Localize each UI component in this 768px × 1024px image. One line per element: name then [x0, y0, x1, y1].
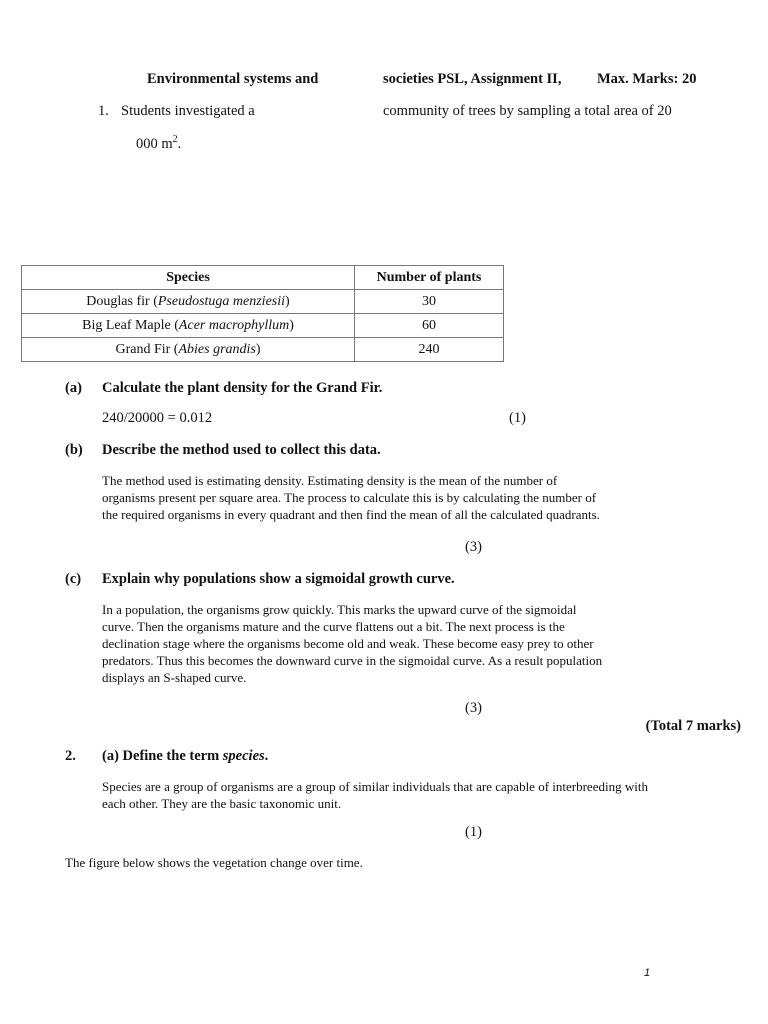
table-header-count: Number of plants: [355, 266, 504, 290]
question-2-question: (a) Define the term species.: [102, 748, 269, 764]
species-cell: Big Leaf Maple (Acer macrophyllum): [22, 314, 355, 338]
page-number: 1: [644, 967, 651, 979]
question-2-answer: Species are a group of organisms are a group of similar individuals that are capable of interbreeding with each other. They are the basic taxonomic unit.: [102, 779, 648, 811]
table-row: [22, 338, 504, 362]
count-cell: 30: [355, 290, 504, 314]
table-header-species: Species: [22, 266, 355, 290]
part-a-question: Calculate the plant density for the Grand Fir.: [102, 380, 383, 396]
question-2-number: 2.: [65, 748, 76, 764]
part-c-answer: In a population, the organisms grow quickly. This marks the upward curve of the sigmoidal curve. Then the organisms mature and the curve flattens out a bit. The next process is the declination stage where the organisms become old and weak. These become easy prey to other predators. Thus this becomes the downward curve in the sigmoidal curve. As a result population displays an S-shaped curve.: [102, 602, 603, 685]
part-c-marks: (3): [465, 700, 482, 716]
part-b-label: (b): [65, 442, 83, 458]
question-1-number: 1.: [98, 103, 109, 119]
table-header-row: [22, 266, 504, 290]
question-1-intro-continued: 000 $m^2$.: [136, 134, 182, 152]
table-row: [22, 290, 504, 314]
count-cell: 240: [355, 338, 504, 362]
part-c-label: (c): [65, 571, 82, 587]
part-a-marks: (1): [509, 410, 526, 426]
header-title-middle: societies PSL, Assignment II,: [383, 71, 562, 87]
question-1-intro-right: community of trees by sampling a total area of 20: [383, 103, 672, 119]
part-a-answer: 240/20000 = 0.012: [102, 410, 213, 426]
header-max-marks: Max. Marks: 20: [597, 71, 697, 87]
table-row: [22, 314, 504, 338]
question-1-intro-left: Students investigated a: [121, 103, 255, 119]
species-cell: Grand Fir (Abies grandis): [22, 338, 355, 362]
count-cell: 60: [355, 314, 504, 338]
species-table: [21, 265, 504, 362]
part-c-question: Explain why populations show a sigmoidal growth curve.: [102, 571, 455, 587]
part-b-marks: (3): [465, 539, 482, 555]
figure-intro: The figure below shows the vegetation change over time.: [65, 855, 363, 870]
part-a-label: (a): [65, 380, 82, 396]
total-marks: (Total 7 marks): [645, 718, 741, 734]
part-b-answer: The method used is estimating density. Estimating density is the mean of the number of organisms present per square area. The process to calculate this is by calculating the number of the required organisms in every quadrant and then find the mean of all the calculated quadrants.: [102, 473, 600, 522]
part-b-question: Describe the method used to collect this data.: [102, 442, 381, 458]
header-title-left: Environmental systems and: [147, 71, 319, 87]
question-2-marks: (1): [465, 824, 482, 840]
species-cell: Douglas fir (Pseudostuga menziesii): [22, 290, 355, 314]
